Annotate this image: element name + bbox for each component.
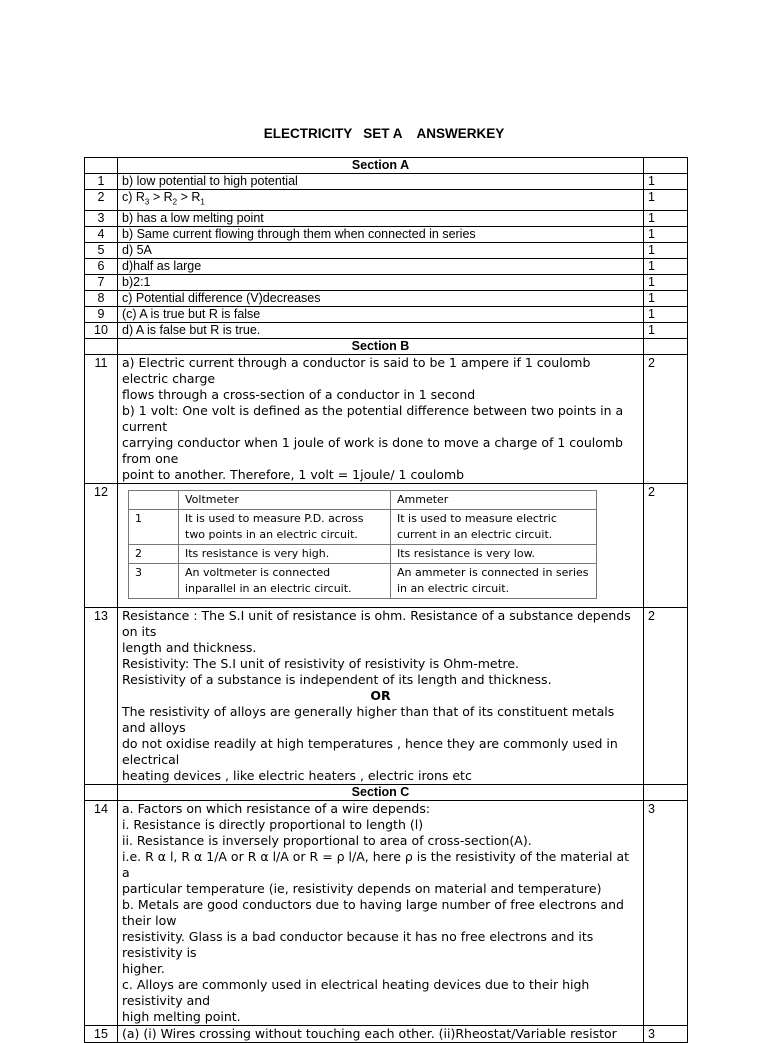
marks: 2 bbox=[644, 607, 688, 784]
question-number: 7 bbox=[85, 274, 118, 290]
question-row-11 bbox=[85, 354, 688, 483]
answer-line: flows through a cross-section of a conductor in 1 second bbox=[122, 386, 476, 402]
section-c-heading: Section C bbox=[118, 784, 644, 800]
section-a-header-row bbox=[85, 158, 688, 174]
answer-line: resistivity. Glass is a bad conductor because it has no free electrons and its resistivity is bbox=[122, 928, 594, 960]
question-number: 15 bbox=[85, 1025, 118, 1042]
question-number: 11 bbox=[85, 354, 118, 483]
answer-line: a. Factors on which resistance of a wire depends: bbox=[122, 800, 431, 816]
answer-text bbox=[118, 800, 644, 1025]
answer-text: b) Same current flowing through them when connected in series bbox=[118, 226, 644, 242]
answer-line: particular temperature (ie, resistivity depends on material and temperature) bbox=[122, 880, 602, 896]
voltmeter-cell: Its resistance is very high. bbox=[179, 544, 391, 563]
question-number: 13 bbox=[85, 607, 118, 784]
ammeter-cell: Its resistance is very low. bbox=[391, 544, 597, 563]
answer-text bbox=[118, 190, 644, 211]
or-divider: OR bbox=[370, 687, 391, 703]
answer-text: d)half as large bbox=[118, 258, 644, 274]
question-row-7 bbox=[85, 274, 688, 290]
marks: 1 bbox=[644, 306, 688, 322]
section-b-heading: Section B bbox=[118, 338, 644, 354]
answer-text: c) Potential difference (V)decreases bbox=[118, 290, 644, 306]
answer-line: i.e. R α l, R α 1/A or R α l/A or R = ρ l/A, here ρ is the resistivity of the material at a bbox=[122, 848, 630, 880]
question-number: 12 bbox=[85, 483, 118, 607]
answer-line: high melting point. bbox=[122, 1008, 241, 1024]
question-number: 9 bbox=[85, 306, 118, 322]
marks: 1 bbox=[644, 226, 688, 242]
answer-line: Resistivity: The S.I unit of resistivity of resistivity is Ohm-metre. bbox=[122, 655, 519, 671]
question-number: 8 bbox=[85, 290, 118, 306]
marks: 1 bbox=[644, 190, 688, 211]
voltmeter-ammeter-table bbox=[128, 490, 597, 599]
question-row-13 bbox=[85, 607, 688, 784]
answer-line: b) 1 volt: One volt is defined as the potential difference between two points in a current bbox=[122, 402, 624, 434]
answer-text: (c) A is true but R is false bbox=[118, 306, 644, 322]
question-row-6 bbox=[85, 258, 688, 274]
marks: 2 bbox=[644, 483, 688, 607]
subscript: 2 bbox=[172, 197, 178, 207]
answer-text: b) has a low melting point bbox=[118, 210, 644, 226]
question-row-12 bbox=[85, 483, 688, 607]
subscript: 1 bbox=[200, 197, 205, 207]
marks: 1 bbox=[644, 322, 688, 338]
row-number: 2 bbox=[129, 544, 179, 563]
answer-line: c. Alloys are commonly used in electrical heating devices due to their high resistivity and bbox=[122, 976, 590, 1008]
marks: 1 bbox=[644, 290, 688, 306]
answer-line: i. Resistance is directly proportional to length (l) bbox=[122, 816, 424, 832]
answer-text: b) low potential to high potential bbox=[118, 174, 644, 190]
marks: 1 bbox=[644, 242, 688, 258]
question-number: 5 bbox=[85, 242, 118, 258]
comparison-row bbox=[129, 544, 597, 563]
answer-part: > R bbox=[149, 190, 173, 204]
answer-line: length and thickness. bbox=[122, 639, 257, 655]
question-number: 6 bbox=[85, 258, 118, 274]
answer-text: (a) (i) Wires crossing without touching each other. (ii)Rheostat/Variable resistor bbox=[118, 1025, 644, 1042]
answer-part: > R bbox=[177, 190, 201, 204]
comparison-row bbox=[129, 563, 597, 598]
row-number: 3 bbox=[129, 563, 179, 598]
question-row-8 bbox=[85, 290, 688, 306]
question-row-2 bbox=[85, 190, 688, 211]
answer-text: d) A is false but R is true. bbox=[118, 322, 644, 338]
question-row-15 bbox=[85, 1025, 688, 1042]
answer-line: carrying conductor when 1 joule of work is done to move a charge of 1 coulomb from one bbox=[122, 434, 623, 466]
answer-line: a) Electric current through a conductor is said to be 1 ampere if 1 coulomb electric charge bbox=[122, 354, 591, 386]
page-title: ELECTRICITY SET A ANSWERKEY bbox=[263, 126, 505, 141]
answer-text: b)2:1 bbox=[118, 274, 644, 290]
comparison-header-row bbox=[129, 490, 597, 509]
answer-line: point to another. Therefore, 1 volt = 1joule/ 1 coulomb bbox=[122, 466, 465, 482]
answer-line: heating devices , like electric heaters , electric irons etc bbox=[122, 767, 472, 783]
answer-text bbox=[118, 354, 644, 483]
question-row-4 bbox=[85, 226, 688, 242]
answer-part: c) R bbox=[122, 190, 145, 204]
answer-line: Resistivity of a substance is independent of its length and thickness. bbox=[122, 671, 552, 687]
header-cell-voltmeter: Voltmeter bbox=[179, 490, 391, 509]
question-row-9 bbox=[85, 306, 688, 322]
section-b-header-row bbox=[85, 338, 688, 354]
answer-cell bbox=[118, 483, 644, 607]
voltmeter-cell: An voltmeter is connected inparallel in an electric circuit. bbox=[179, 563, 391, 598]
question-number: 4 bbox=[85, 226, 118, 242]
question-row-1 bbox=[85, 174, 688, 190]
question-row-10 bbox=[85, 322, 688, 338]
comparison-row bbox=[129, 509, 597, 544]
answer-line: do not oxidise readily at high temperatures , hence they are commonly used in electrical bbox=[122, 735, 618, 767]
header-cell bbox=[129, 490, 179, 509]
header-cell-ammeter: Ammeter bbox=[391, 490, 597, 509]
marks: 1 bbox=[644, 258, 688, 274]
answer-line: ii. Resistance is inversely proportional to area of cross-section(A). bbox=[122, 832, 532, 848]
section-c-header-row bbox=[85, 784, 688, 800]
question-number: 14 bbox=[85, 800, 118, 1025]
row-number: 1 bbox=[129, 509, 179, 544]
ammeter-cell: An ammeter is connected in series in an electric circuit. bbox=[391, 563, 597, 598]
question-row-3 bbox=[85, 210, 688, 226]
answer-line: The resistivity of alloys are generally higher than that of its constituent metals and alloys bbox=[122, 703, 615, 735]
question-number: 2 bbox=[85, 190, 118, 211]
answer-line: higher. bbox=[122, 960, 165, 976]
question-number: 10 bbox=[85, 322, 118, 338]
question-row-5 bbox=[85, 242, 688, 258]
marks: 1 bbox=[644, 174, 688, 190]
section-a-heading: Section A bbox=[118, 158, 644, 174]
marks: 3 bbox=[644, 800, 688, 1025]
answer-key-table bbox=[84, 157, 688, 1043]
answer-text: d) 5A bbox=[118, 242, 644, 258]
ammeter-cell: It is used to measure electric current in an electric circuit. bbox=[391, 509, 597, 544]
marks: 1 bbox=[644, 274, 688, 290]
question-number: 1 bbox=[85, 174, 118, 190]
marks: 1 bbox=[644, 210, 688, 226]
answer-line: Resistance : The S.I unit of resistance is ohm. Resistance of a substance depends on its bbox=[122, 607, 631, 639]
marks: 3 bbox=[644, 1025, 688, 1042]
subscript: 3 bbox=[144, 197, 150, 207]
answer-line: b. Metals are good conductors due to having large number of free electrons and their low bbox=[122, 896, 624, 928]
voltmeter-cell: It is used to measure P.D. across two points in an electric circuit. bbox=[179, 509, 391, 544]
question-number: 3 bbox=[85, 210, 118, 226]
answer-text bbox=[118, 607, 644, 784]
marks: 2 bbox=[644, 354, 688, 483]
question-row-14 bbox=[85, 800, 688, 1025]
